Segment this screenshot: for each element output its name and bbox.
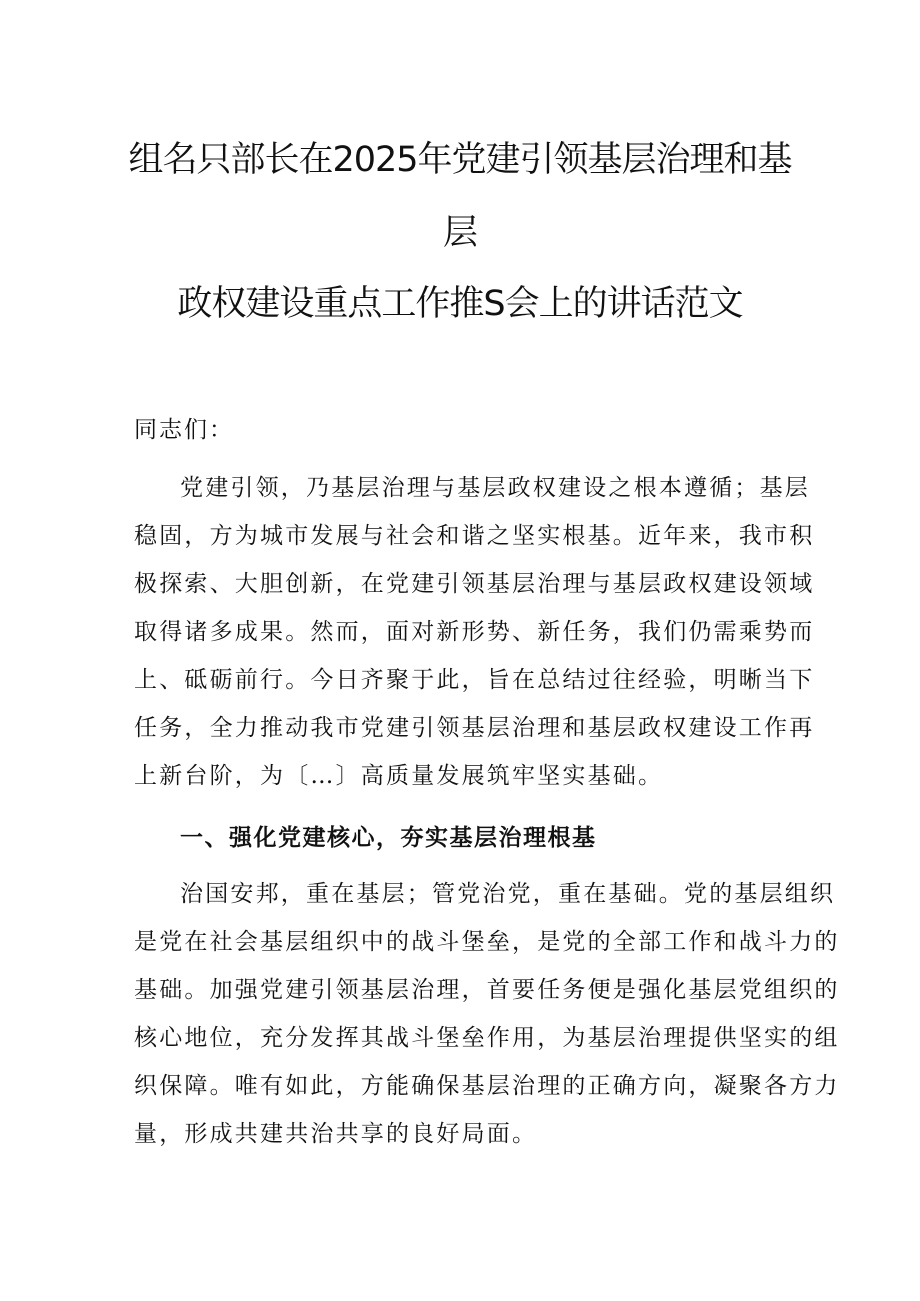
paragraph-1-line: 极探索、大胆创新，在党建引领基层治理与基层政权建设领域 (134, 571, 815, 597)
paragraph-2-line: 是党在社会基层组织中的战斗堡垒，是党的全部工作和战斗力的 (134, 929, 840, 955)
document-title-line-1: 组名只部长在2025年党建引领基层治理和基 (128, 140, 792, 180)
paragraph-1-line: 上新台阶，为〔…〕高质量发展筑牢坚实基础。 (134, 763, 664, 789)
paragraph-2-line: 量，形成共建共治共享的良好局面。 (134, 1121, 538, 1147)
paragraph-1-line: 稳固，方为城市发展与社会和谐之坚实根基。近年来，我市积 (134, 523, 815, 549)
paragraph-1-line: 取得诸多成果。然而，面对新形势、新任务，我们仍需乘势而 (134, 619, 815, 645)
document-title-line-3: 政权建设重点工作推S会上的讲话范文 (177, 284, 743, 324)
section-heading-1: 一、强化党建核心，夯实基层治理根基 (180, 824, 597, 851)
paragraph-2-line: 治国安邦，重在基层；管党治党，重在基础。党的基层组织 (180, 881, 836, 907)
paragraph-2-line: 织保障。唯有如此，方能确保基层治理的正确方向，凝聚各方力 (134, 1073, 840, 1099)
paragraph-1-line: 上、砥砺前行。今日齐聚于此，旨在总结过往经验，明晰当下 (134, 667, 815, 693)
paragraph-2-line: 核心地位，充分发挥其战斗堡垒作用，为基层治理提供坚实的组 (134, 1025, 840, 1051)
paragraph-2-line: 基础。加强党建引领基层治理，首要任务便是强化基层党组织的 (134, 977, 840, 1003)
document-title-line-2: 层 (442, 213, 477, 253)
salutation: 同志们： (134, 417, 234, 443)
paragraph-1-line: 党建引领，乃基层治理与基层政权建设之根本遵循；基层 (180, 475, 810, 501)
paragraph-1-line: 任务，全力推动我市党建引领基层治理和基层政权建设工作再 (134, 715, 815, 741)
